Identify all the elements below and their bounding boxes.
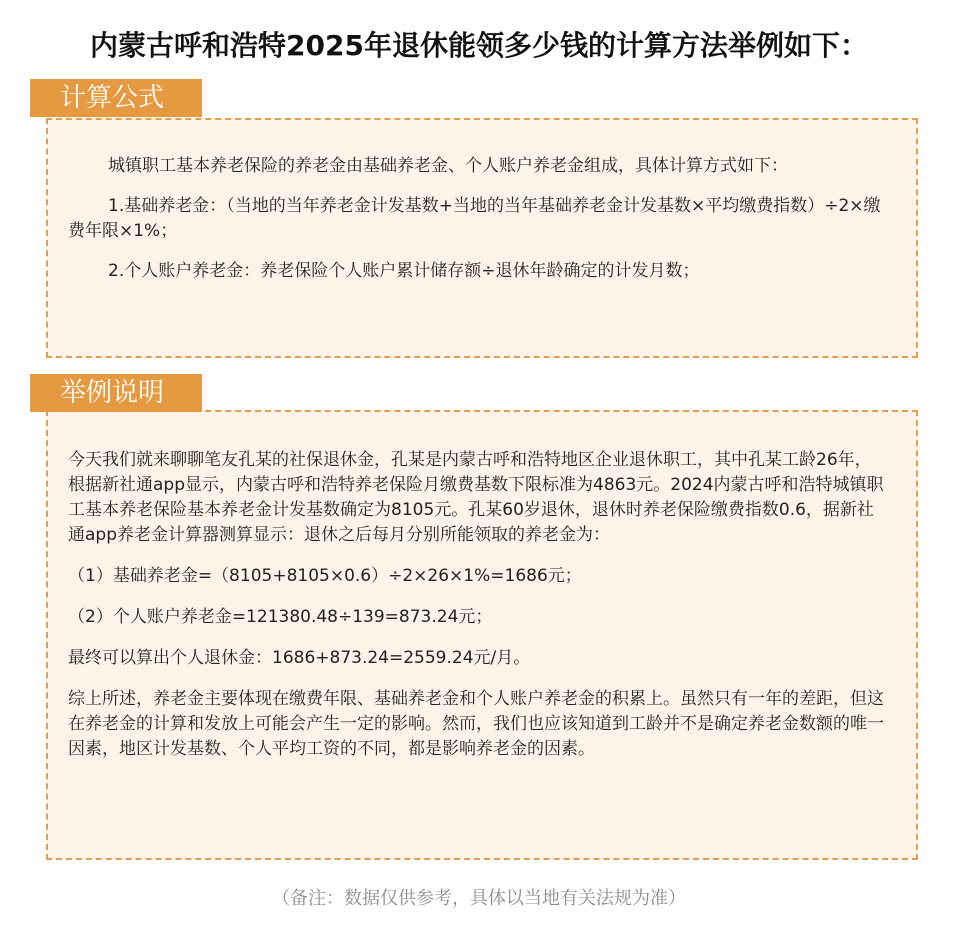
example-total: 最终可以算出个人退休金：1686+873.24=2559.24元/月。 (68, 648, 531, 668)
example-section-tag: 举例说明 (30, 374, 202, 412)
page-title: 内蒙古呼和浩特2025年退休能领多少钱的计算方法举例如下： (90, 29, 868, 62)
formula-section-box (46, 118, 918, 358)
formula-basic-pension: 1.基础养老金：（当地的当年养老金计发基数+当地的当年基础养老金计发基数×平均缴费指数）÷2×缴费年限×1%； (68, 196, 881, 241)
formula-personal-account: 2.个人账户养老金：养老保险个人账户累计储存额÷退休年龄确定的计发月数； (108, 261, 700, 281)
formula-section-tag: 计算公式 (30, 79, 202, 117)
example-intro: 今天我们就来聊聊笔友孔某的社保退休金，孔某是内蒙古呼和浩特地区企业退休职工，其中孔某工龄26年，根据新社通app显示，内蒙古呼和浩特养老保险月缴费基数下限标准为4863元。2024内蒙古呼和浩特城镇职工基本养老保险基本养老金计发基数确定为8105元。孔某60岁退休，退休时养老保险缴费指数0.6，据新社通app养老金计算器测算显示：退休之后每月分别所能领取的养老金为： (68, 450, 884, 545)
example-basic-pension: （1）基础养老金=（8105+8105×0.6）÷2×26×1%=1686元； (68, 566, 582, 586)
footnote: （备注：数据仅供参考，具体以当地有关法规为准） (272, 888, 686, 909)
example-section-box (46, 410, 918, 860)
formula-intro: 城镇职工基本养老保险的养老金由基础养老金、个人账户养老金组成，具体计算方式如下： (108, 156, 788, 176)
example-summary: 综上所述，养老金主要体现在缴费年限、基础养老金和个人账户养老金的积累上。虽然只有一年的差距，但这在养老金的计算和发放上可能会产生一定的影响。然而，我们也应该知道到工龄并不是确定养老金数额的唯一因素，地区计发基数、个人平均工资的不同，都是影响养老金的因素。 (68, 689, 884, 759)
example-personal-account: （2）个人账户养老金=121380.48÷139=873.24元； (68, 607, 493, 627)
